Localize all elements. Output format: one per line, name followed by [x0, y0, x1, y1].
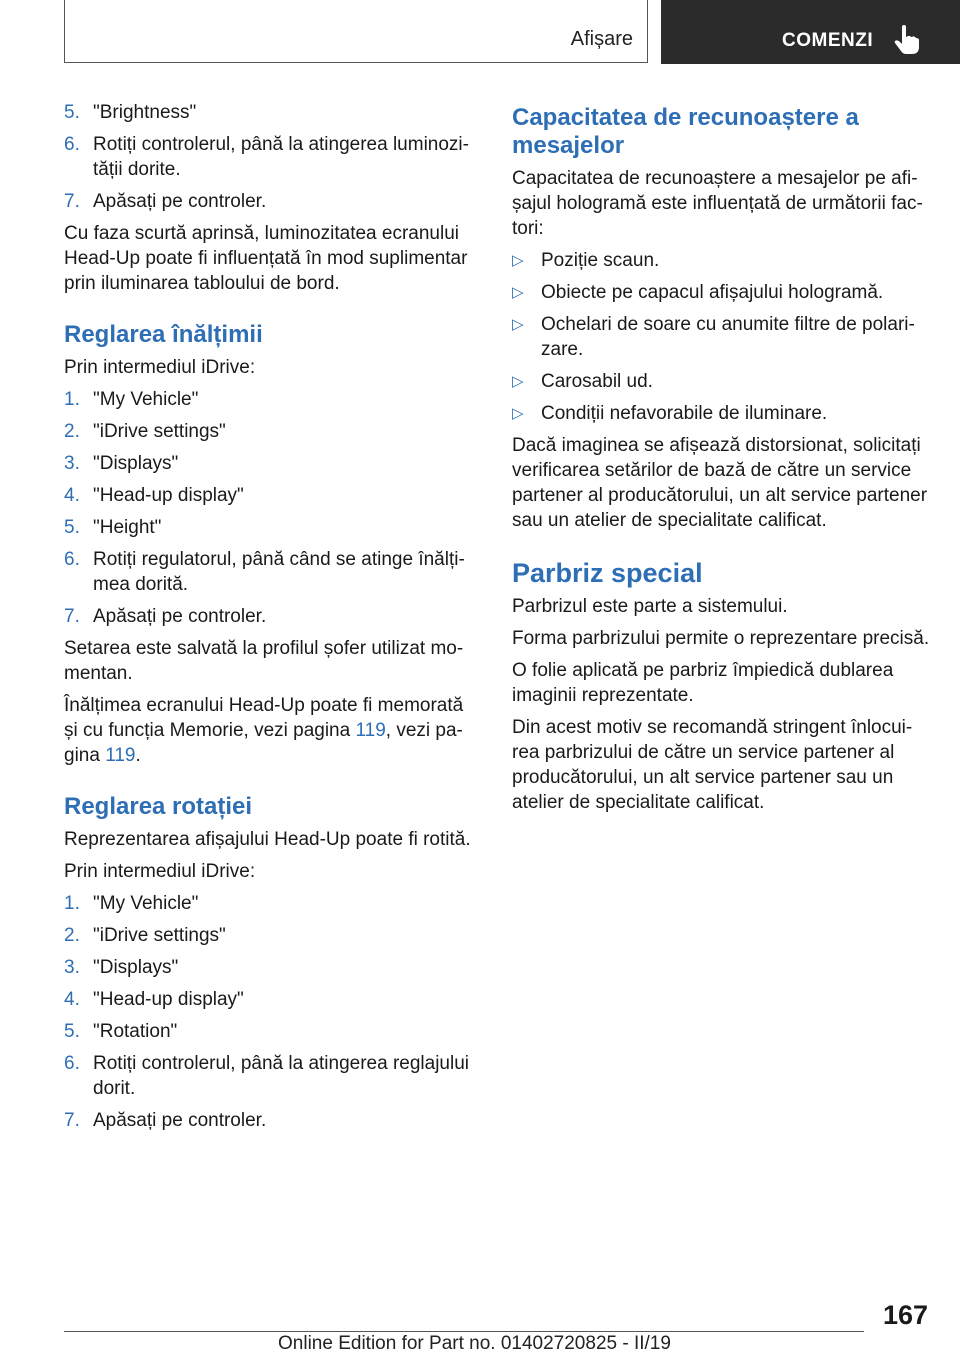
- bullet-text: Carosabil ud.: [541, 371, 653, 392]
- paragraph: Cu faza scurtă aprinsă, luminozitatea ecranului Head-Up poate fi influențată în mod suplimentar prin iluminarea tabloului de bord.: [64, 223, 468, 294]
- list-item: [64, 547, 474, 597]
- list-item: [64, 100, 474, 125]
- step-text: "My Vehicle": [93, 893, 199, 914]
- chapter-title: COMENZI: [782, 30, 874, 51]
- steps-rotation: [64, 891, 474, 1133]
- list-item: [64, 1108, 474, 1133]
- step-text: "Displays": [93, 957, 179, 978]
- chapter-tab: [661, 0, 960, 64]
- step-number: 7.: [64, 191, 80, 212]
- paragraph: Dacă imaginea se afișează distorsionat, solicitați verificarea setărilor de bază de către un service partener al producătorului, un alt service partener sau un atelier de specialitate calificat.: [512, 435, 928, 531]
- step-text: "Head-up display": [93, 989, 244, 1010]
- list-item: [64, 955, 474, 980]
- steps-top: [64, 100, 474, 214]
- step-number: 1.: [64, 893, 80, 914]
- paragraph-memory: [64, 693, 474, 768]
- list-item: [512, 401, 932, 426]
- list-item: [64, 387, 474, 412]
- page-link[interactable]: 119: [355, 720, 386, 741]
- step-number: 3.: [64, 453, 80, 474]
- list-item: [512, 369, 932, 394]
- list-item: [64, 923, 474, 948]
- step-number: 7.: [64, 1110, 80, 1131]
- step-number: 4.: [64, 485, 80, 506]
- header-section-box: [64, 0, 648, 63]
- paragraph: Setarea este salvată la profilul șofer utilizat mo‐mentan.: [64, 638, 464, 684]
- step-text: Rotiți regulatorul, până când se atinge înălți‐mea dorită.: [93, 549, 465, 595]
- page-link[interactable]: 119: [105, 745, 136, 766]
- memory-text: .: [135, 745, 141, 766]
- paragraph: Forma parbrizului permite o reprezentare precisă.: [512, 628, 930, 649]
- triangle-bullet-icon: ▷: [512, 405, 524, 422]
- step-number: 6.: [64, 1053, 80, 1074]
- paragraph: Parbrizul este parte a sistemului.: [512, 596, 788, 617]
- hand-pointer-icon: [894, 25, 920, 55]
- list-item: [64, 132, 474, 182]
- step-text: Apăsați pe controler.: [93, 191, 267, 212]
- step-text: "Displays": [93, 453, 179, 474]
- list-item: [64, 419, 474, 444]
- bullet-text: Ochelari de soare cu anumite filtre de polari‐zare.: [541, 314, 915, 360]
- list-item: [512, 280, 932, 305]
- list-item: [64, 483, 474, 508]
- step-text: Rotiți controlerul, până la atingerea reglajului dorit.: [93, 1053, 470, 1099]
- step-number: 5.: [64, 517, 80, 538]
- paragraph: Prin intermediul iDrive:: [64, 357, 256, 378]
- bullet-text: Obiecte pe capacul afișajului hologramă.: [541, 282, 884, 303]
- bullet-list: [512, 248, 932, 426]
- step-text: "iDrive settings": [93, 421, 226, 442]
- heading-recognition: Capacitatea de recunoaștere a mesajelor: [512, 104, 859, 159]
- left-column: [64, 100, 474, 1140]
- list-item: [64, 189, 474, 214]
- step-number: 4.: [64, 989, 80, 1010]
- list-item: [64, 515, 474, 540]
- step-number: 5.: [64, 1021, 80, 1042]
- paragraph: Prin intermediul iDrive:: [64, 861, 256, 882]
- step-number: 2.: [64, 925, 80, 946]
- paragraph: O folie aplicată pe parbriz împiedică dublarea imaginii reprezentate.: [512, 660, 894, 706]
- bullet-text: Poziție scaun.: [541, 250, 660, 271]
- memory-text: , vezi pa‐gina: [64, 720, 463, 766]
- step-text: Rotiți controlerul, până la atingerea luminozi‐tății dorite.: [93, 134, 469, 180]
- list-item: [64, 1019, 474, 1044]
- triangle-bullet-icon: ▷: [512, 284, 524, 301]
- heading-windshield: Parbriz special: [512, 558, 703, 588]
- list-item: [512, 312, 932, 362]
- page-number: 167: [882, 1300, 928, 1330]
- step-number: 1.: [64, 389, 80, 410]
- right-column: [512, 100, 932, 822]
- footer-divider: [64, 1331, 864, 1332]
- step-number: 2.: [64, 421, 80, 442]
- paragraph: Reprezentarea afișajului Head-Up poate fi rotită.: [64, 829, 471, 850]
- triangle-bullet-icon: ▷: [512, 252, 524, 269]
- step-text: "Rotation": [93, 1021, 178, 1042]
- step-number: 3.: [64, 957, 80, 978]
- step-text: "iDrive settings": [93, 925, 226, 946]
- step-text: Apăsați pe controler.: [93, 606, 267, 627]
- list-item: [64, 451, 474, 476]
- list-item: [512, 248, 932, 273]
- bullet-text: Condiții nefavorabile de iluminare.: [541, 403, 828, 424]
- step-number: 5.: [64, 102, 80, 123]
- step-text: "My Vehicle": [93, 389, 199, 410]
- list-item: [64, 987, 474, 1012]
- step-text: "Brightness": [93, 102, 197, 123]
- list-item: [64, 604, 474, 629]
- step-number: 7.: [64, 606, 80, 627]
- steps-height: [64, 387, 474, 629]
- memory-text: Înălțimea ecranului Head-Up poate fi memorată și cu funcția Memorie, vezi pagina: [64, 695, 464, 741]
- list-item: [64, 891, 474, 916]
- heading-rotation: Reglarea rotației: [64, 793, 253, 820]
- heading-height: Reglarea înălțimii: [64, 321, 263, 348]
- paragraph: Din acest motiv se recomandă stringent înlocui‐rea parbrizului de către un service partener al producătorului, un alt service partener sau un atelier de specialitate calificat.: [512, 717, 913, 813]
- step-number: 6.: [64, 134, 80, 155]
- list-item: [64, 1051, 474, 1101]
- triangle-bullet-icon: ▷: [512, 373, 524, 390]
- paragraph: Capacitatea de recunoaștere a mesajelor pe afi‐șajul hologramă este influențată de următorii fac‐tori:: [512, 168, 923, 239]
- triangle-bullet-icon: ▷: [512, 316, 524, 333]
- step-text: "Head-up display": [93, 485, 244, 506]
- step-text: Apăsați pe controler.: [93, 1110, 267, 1131]
- footer-edition: Online Edition for Part no. 01402720825 - II/19: [278, 1333, 671, 1354]
- section-title: Afișare: [570, 28, 633, 50]
- step-text: "Height": [93, 517, 162, 538]
- step-number: 6.: [64, 549, 80, 570]
